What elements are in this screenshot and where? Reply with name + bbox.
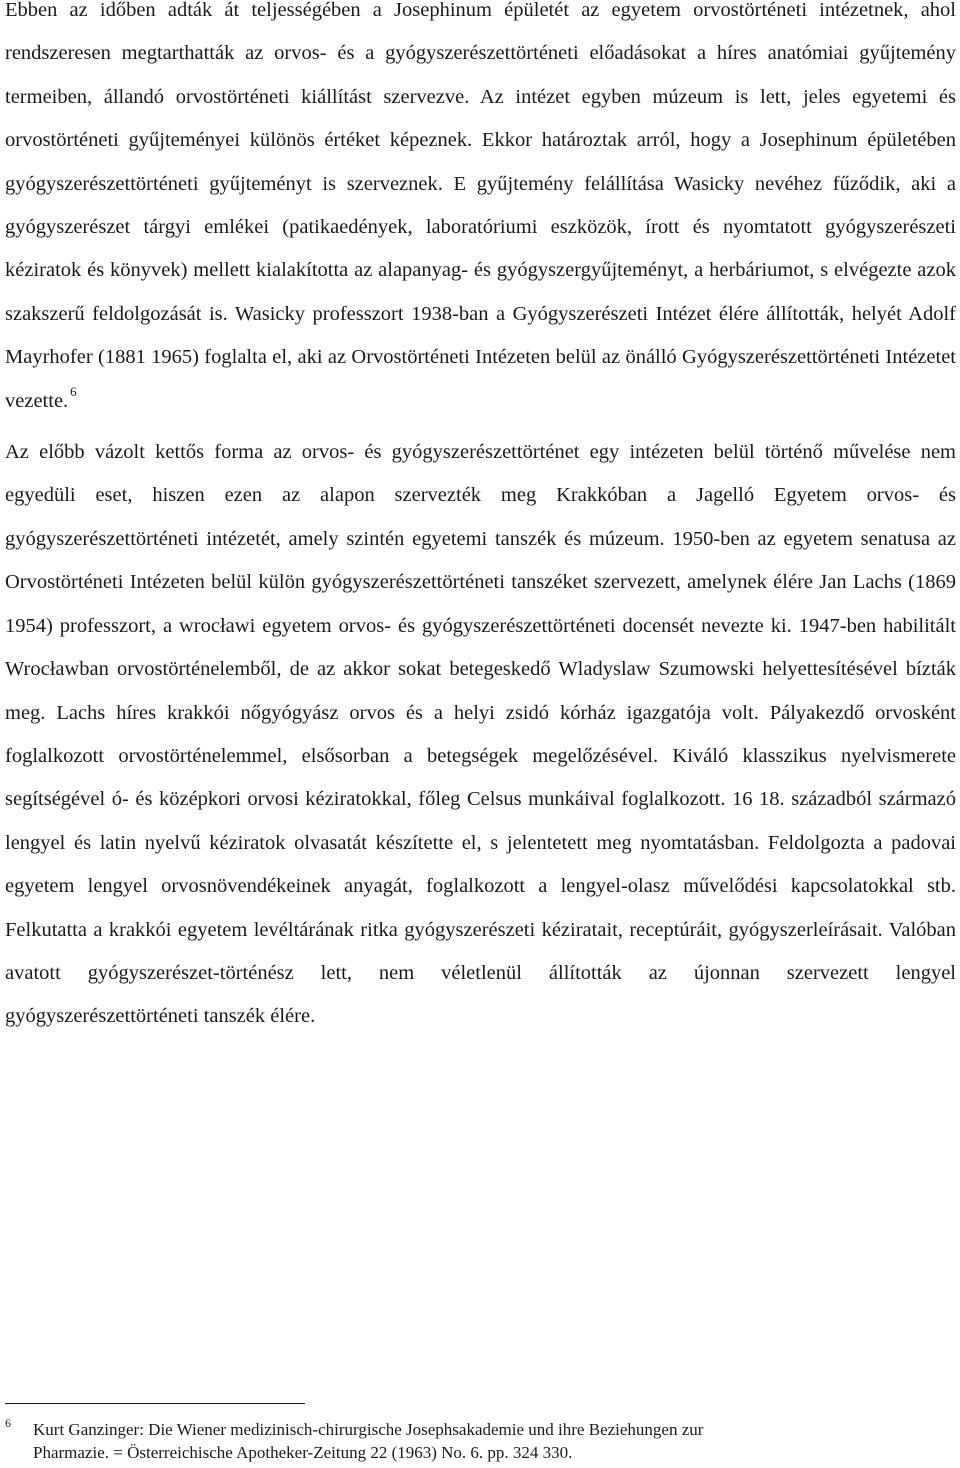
footnote-separator [5,1403,305,1404]
footnote-reference: 6 [70,383,77,399]
paragraph-text: Ebben az időben adták át teljességében a Josephinum épületét az egyetem orvostörténeti intézetnek, ahol rendszeresen megtarthatták az orvos- és a gyógyszerészettörténeti előadásokat a híres anatómiai gyűjtemény termeiben, állandó orvostörténeti kiállítást szervezve. Az intézet egyben múzeum is lett, jeles egyetemi és orvostörténeti gyűjteményei különös értéket képeznek. Ekkor határoztak arról, hogy a Josephinum épületében gyógyszerészettörténeti gyűjteményt is szerveznek. E gyűjtemény felállítása Wasicky nevéhez fűződik, aki a gyógyszerészet tárgyi emlékei (patikaedények, laboratóriumi eszközök, írott és nyomtatott gyógyszerészeti kéziratok és könyvek) mellett kialakította az alapanyag- és gyógyszergyűjteményt, a herbáriumot, s elvégezte azok szakszerű feldolgozását is. Wasicky professzort 1938-ban a Gyógyszerészeti Intézet élére állították, helyét Adolf Mayrhofer (1881 1965) foglalta el, aki az Orvostörténeti Intézeten belül az önálló Gyógyszerészettörténeti Intézetet vezette. [5,0,956,412]
footnote-marker: 6 [5,1416,11,1430]
footnote-line-1: Kurt Ganzinger: Die Wiener medizinisch-chirurgische Josephsakademie und ihre Beziehungen zur [33,1420,704,1439]
footnote-line-2: Pharmazie. = Österreichische Apotheker-Zeitung 22 (1963) No. 6. pp. 324 330. [33,1443,573,1462]
paragraph-krakow [5,431,956,1039]
paragraph-josephinum [5,0,956,423]
paragraph-text: Az előbb vázolt kettős forma az orvos- és gyógyszerészettörténet egy intézeten belül történő művelése nem egyedüli eset, hiszen ezen az alapon szervezték meg Krakkóban a Jagelló Egyetem orvos- és gyógyszerészettörténeti intézetét, amely szintén egyetemi tanszék és múzeum. 1950-ben az egyetem senatusa az Orvostörténeti Intézeten belül külön gyógyszerészettörténeti tanszéket szervezett, amelynek élére Jan Lachs (1869 1954) professzort, a wrocławi egyetem orvos- és gyógyszerészettörténeti docensét nevezte ki. 1947-ben habilitált Wrocławban orvostörténelemből, de az akkor sokat betegeskedő Wladyslaw Szumowski helyettesítésével bízták meg. Lachs híres krakkói nőgyógyász orvos és a helyi zsidó kórház igazgatója volt. Pályakezdő orvosként foglalkozott orvostörténelemmel, elsősorban a betegségek megelőzésével. Kiváló klasszikus nyelvismerete segítségével ó- és középkori orvosi kéziratokkal, főleg Celsus munkáival foglalkozott. 16 18. századból származó lengyel és latin nyelvű kéziratok olvasatát készítette el, s jelentetett meg nyomtatásban. Feldolgozta a padovai egyetem lengyel orvosnövendékeinek anyagát, foglalkozott a lengyel-olasz művelődési kapcsolatokkal stb. Felkutatta a krakkói egyetem levéltárának ritka gyógyszerészeti kéziratait, receptúráit, gyógyszerleírásait. Valóban avatott gyógyszerészet-történész lett, nem véletlenül állították az újonnan szervezett lengyel gyógyszerészettörténeti tanszék élére. [5,441,956,1028]
footnote-text [5,1418,956,1464]
footnote [5,1418,956,1464]
document-body [5,0,956,1039]
